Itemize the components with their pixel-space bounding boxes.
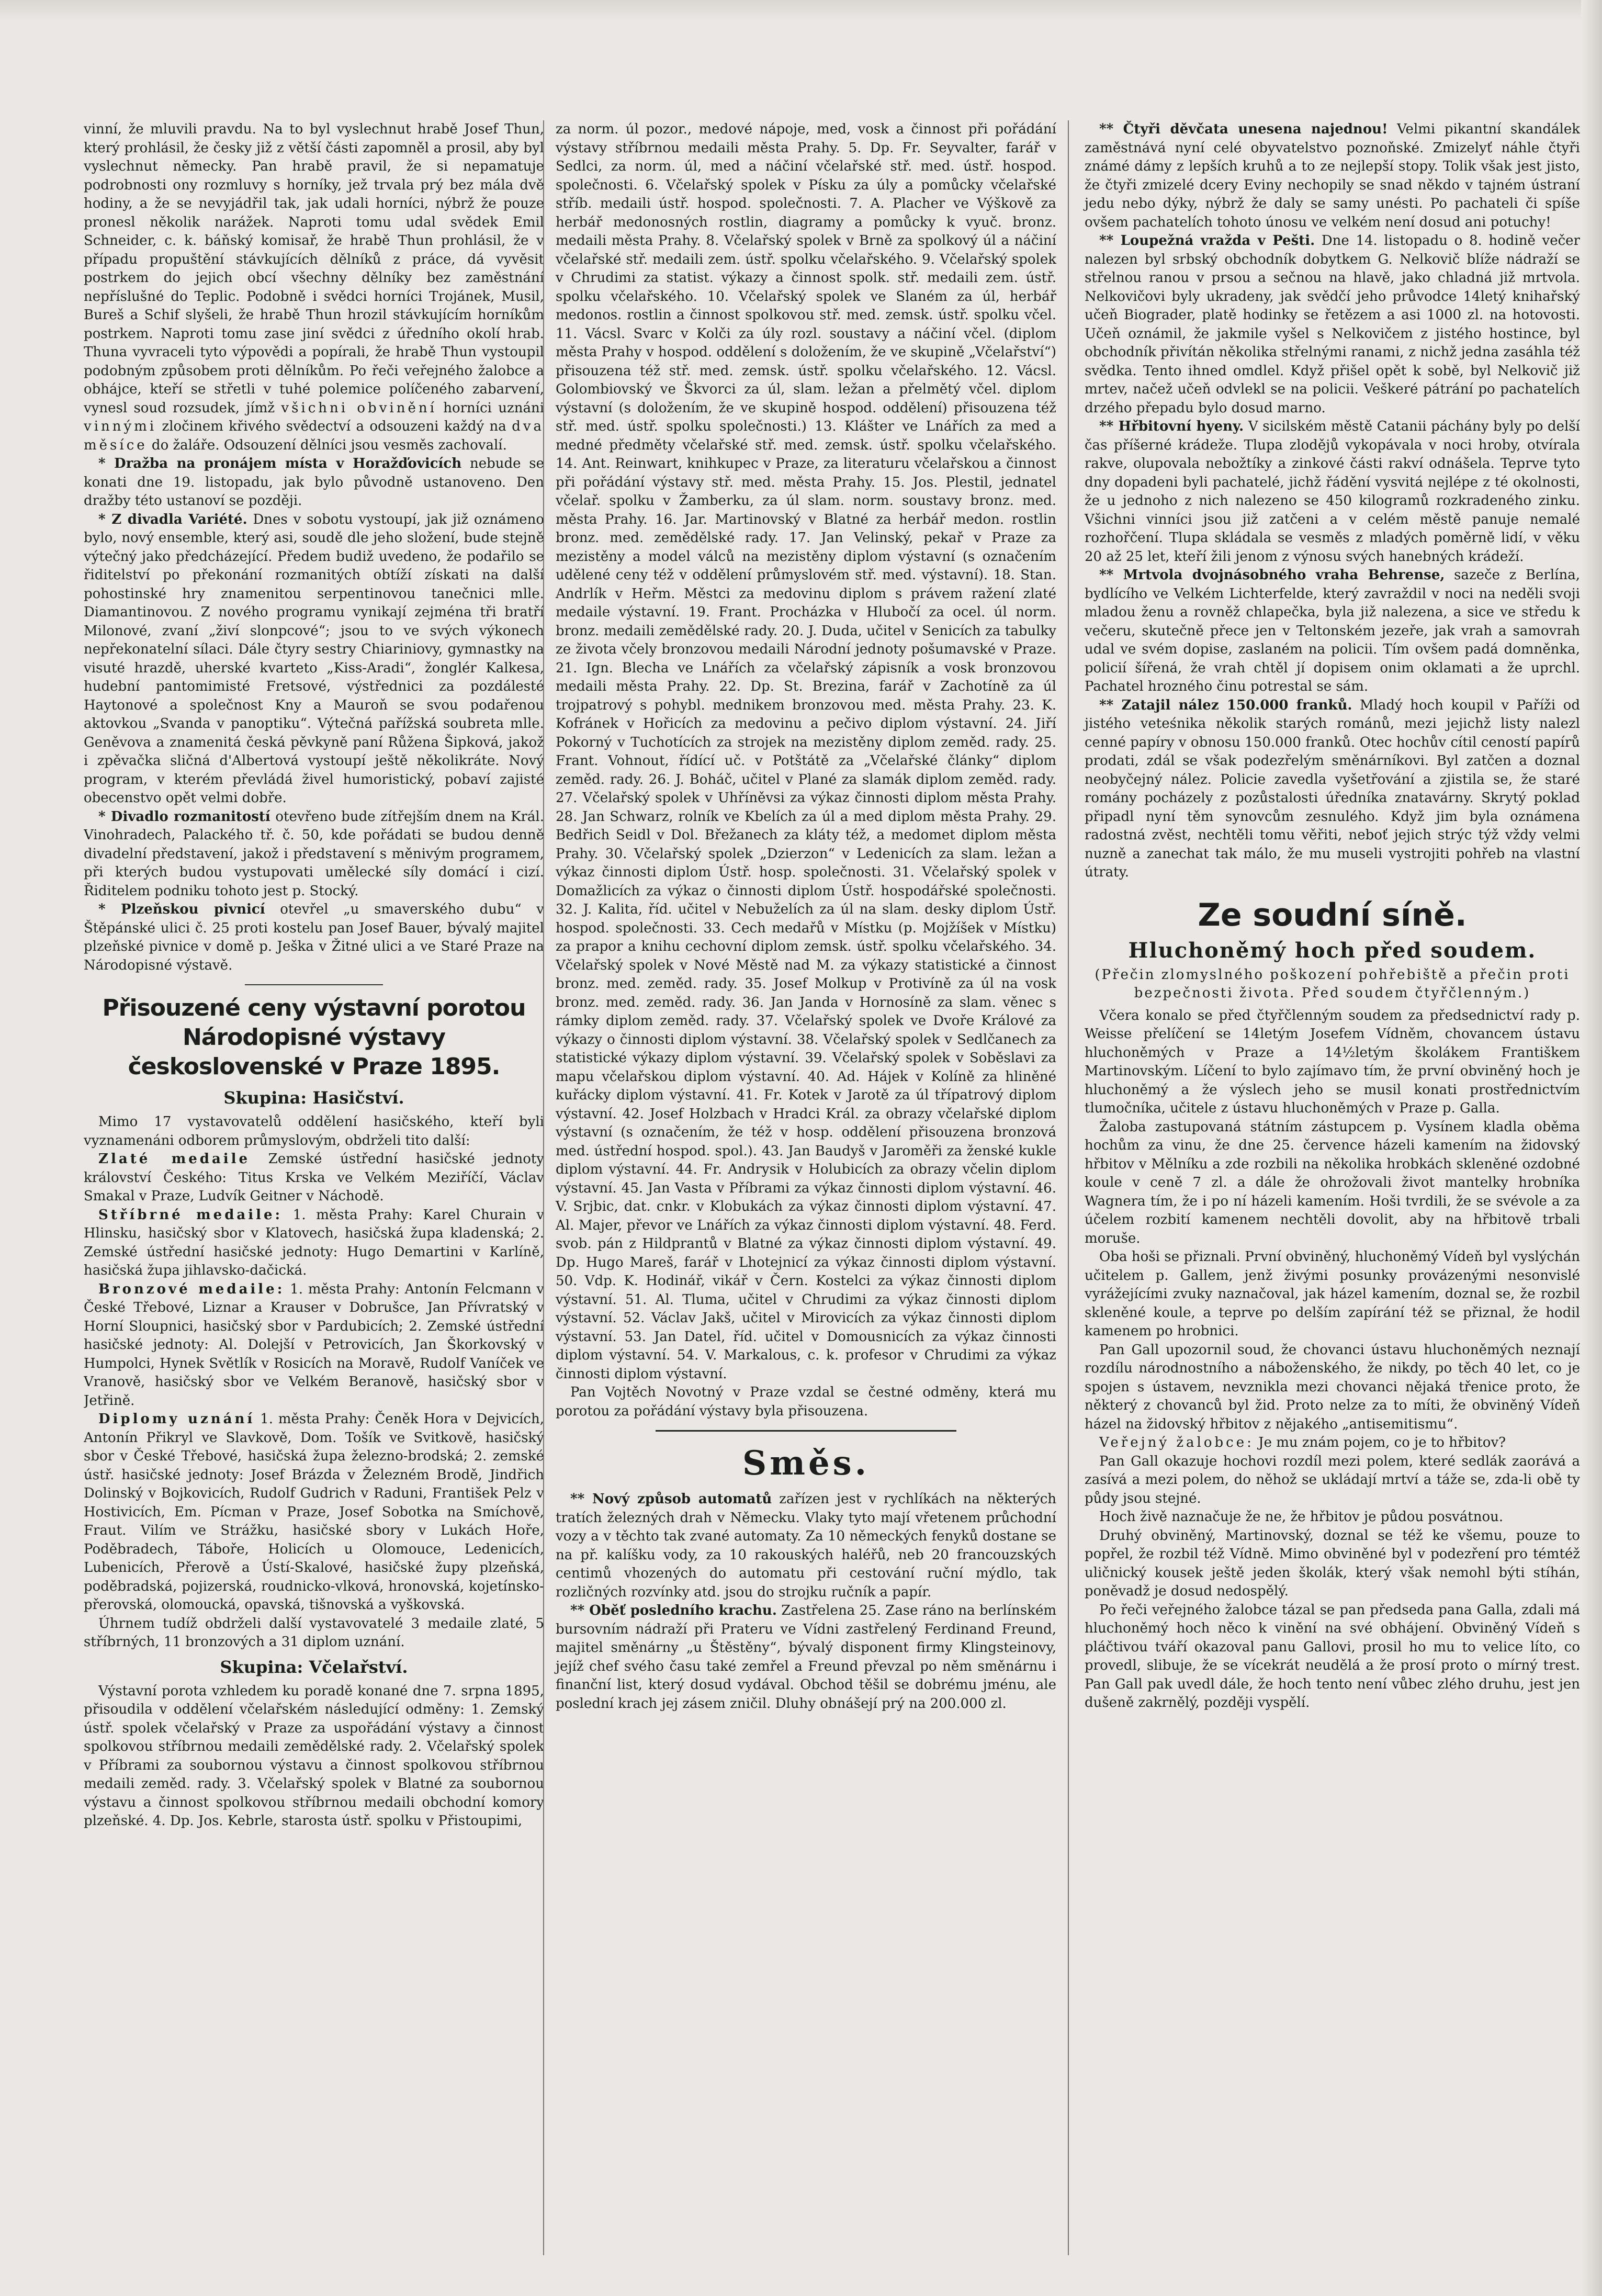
behrens-news: ** Mrtvola dvojnásobného vraha Behrense, sazeče z Berlína, bydlícího ve Velkém Lichterfelde, který zavraždil v noci na neděli svoji mladou ženu a rovněž chlapečka, byla již nalezena, a sice ve středu k večeru, skutečně přece jen v Teltonském jezeře, jak vrah a samovrah udal ve svém dopise, zaslaném na policii. Tím ovšem padá domněnka, policií šířená, že vrah chtěl jí dopisem onim oklamati a že uprchl. Pachatel hrozného činu potrestal se sám. <box>1085 567 1580 694</box>
court-case-heading: Hluchoněmý hoch před soudem. <box>1128 938 1537 963</box>
court-section-heading: Ze soudní síně. <box>1198 896 1467 933</box>
silver-medals: Stříbrné medaile: 1. města Prahy: Karel Churain v Hlinsku, hasičský sbor v Klatovech, hasičská župa kladenská; 2. Zemské ústřední hasičské jednoty: Hugo Demartini v Karlíně, hasičská župa jihlavsko-dačická. <box>84 1207 544 1278</box>
thun-trial-paragraph: vinní, že mluvili pravdu. Na to byl vyslechnut hrabě Josef Thun, který prohlásil, že česky již z větší části zapomněl a prosil, aby byl vyslechnut německy. Pan hrabě pravil, že si nepamatuje podrobnosti ony rozmluvy s horníky, jež trvala prý bez mála dvě hodiny, a že se nevyjádřil tak, jak udali horníci, nýbrž že pouze pronesl několik narážek. Naproti tomu udal svědek Emil Schneider, c. k. báňský komisař, že hrabě Thun prohlásil, že v případu propuštění stávkujících dělníků z práce, dá vyvěsit postrkem do jejich obcí všechny dělníky bez zaměstnání nepříslušné do Teplic. Podobně i svědci horníci Trojánek, Musil, Bureš a Schif slyšeli, že hrabě Thun hrozil stávkujícím horníkům postrkem. Naproti tomu zase jiní svědci z úředního okolí hrab. Thuna vyvraceli tyto výpovědi a popírali, že hrabě Thun vystoupil podobným způsobem proti dělníkům. Po řeči veřejného žalobce a obhájce, kteří se střetli v tuhé polemice políčeného zabarvení, vynesl soud rozsudek, jímž všichni obvinění horníci uznáni vinnými zločinem křivého svědectví a odsouzeni každý na dva měsíce do žaláře. Odsouzení dělníci jsou vesměs zachovalí. <box>84 121 544 453</box>
court-paragraph: Po řeči veřejného žalobce tázal se pan předseda pana Galla, zdali má hluchoněmý hoch něco k vinění na své obhájení. Obviněný Vídeň s pláčtivou tváří okazoval panu Gallovi, prosil ho mu to velice líto, co provedl, slibuje, že se vícekrát neudělá a že prosí proto o mírný trest. Pan Gall pak uvedl dále, že hoch tento není vůbec zlého druhu, jest jen dušeně zakrnělý, později vyspělí. <box>1085 1602 1580 1710</box>
gold-medals: Zlaté medaile Zemské ústřední hasičské jednoty království Českého: Titus Krska ve Velkém Meziříčí, Václav Smakal v Praze, Ludvík Geitner v Náchodě. <box>84 1151 544 1204</box>
graveyard-hyenas-news: ** Hřbitovní hyeny. V sicilském městě Catanii páchány byly po delší čas příšerné krádeže. Tlupa zlodějů vykopávala v noci hroby, otvírala rakve, olupovala nebožtíky a zinkové části rakví odnášela. Teprve tyto dny dopadeni byli pachatelé, jichž řádění vysvitá nejlépe z té okolnosti, že u jednoho z nich nalezeno se 450 kilogramů rozkradeného zinku. Všichni vinníci jsou již zatčeni a v celém městě panuje nemalé rozhořčení. Tlupa skládala se vesměs z mladých poměrně lidí, v věku 20 až 25 let, kteří žili jenom z výnosu svých hanebných krádeží. <box>1085 419 1580 565</box>
court-paragraph: Pan Gall okazuje hochovi rozdíl mezi polem, které sedlák zaorává a zasívá a mezi polem, do něhož se ukládají mrtví a táže se, zda-li obě ty půdy jsou stejné. <box>1085 1453 1580 1506</box>
crash-victim-news: ** Oběť posledního krachu. Zastřelena 25. Zase ráno na berlínském bursovním nádraží při Prateru ve Vídni zastřelený Ferdinand Freund, majitel směnárny „u Štěstěny“, bývalý disponent firmy Klingsteinovy, jejíž chef svého času také zemřel a Freund převzal po něm směnárnu i finanční list, který dosud vydával. Obchod těšil se dobrému jménu, ale poslední krach jej zásem zničil. Dluhy obnášejí prý na 200.000 zl. <box>556 1603 1057 1712</box>
firefighting-summary: Úhrnem tudíž obdrželi další vystavovatelé 3 medaile zlaté, 5 stříbrných, 11 bronzových a 31 diplom uznání. <box>84 1615 544 1650</box>
court-paragraph: Hoch živě naznačuje že ne, že hřbitov je půdou posvátnou. <box>1099 1509 1504 1525</box>
court-paragraph: Veřejný žalobce: Je mu znám pojem, co je to hřbitov? <box>1099 1435 1506 1450</box>
column-right <box>1075 120 1580 2255</box>
group-beekeeping-heading: Skupina: Včelařství. <box>220 1657 408 1677</box>
court-paragraph: Žaloba zastupovaná státním zástupcem p. Vysínem kladla oběma hochům za vinu, že dne 25. července házeli kamením na židovský hřbitov v Mělníku a zde rozbili na několika hrobkách skleněné ozdobné koule v ceně 7 zl. a dále že ohrožovali život mantelky hrobníka Wagnera tím, že i po ní házeli kamením. Hoši tvrdili, že se svévole a za účelem rozbití kamenem nechtěli dovolit, aby na hřbitově trbali moruše. <box>1085 1119 1580 1246</box>
franks-found-news: ** Zatajil nález 150.000 franků. Mladý hoch koupil v Paříži od jistého veteśnika několik starých románů, mezi jejichž listy nalezl cenné papíry v obnosu 150.000 franků. Otec hochův cítil ceností papírů prodati, zdál se však podezřelým směnárníkovi. Byl zatčen a doznal neobyčejný nález. Policie zavedla vyšetřování a zjistila se, že staré romány pocházely z pozůstalosti úředníka znatavárny. Skrytý poklad připadl nyní těm synovcům zesnulého. Když jim byla oznámena radostná zvěst, nechtěli tomu věřiti, neboť jejich strýc týž vždy velmi nuzně a zanechat tak málo, že mu museli vystrojiti pohřeb na vlastní útraty. <box>1085 697 1580 880</box>
court-paragraph: Včera konalo se před čtyřčlenným soudem za předsednictví rady p. Weisse přelíčení se 14letým Josefem Vídněm, chovancem ústavu hluchoněmých v Praze a 14½letým školákem Františkem Martinovským. Líčení to bylo zajímavo tím, že první obviněný hoch je hluchoněmý a že výslech jeho se musil konati prostřednictvím tlumočníka, učitele z ústavu hluchoněmých v Praze p. Galla. <box>1085 1007 1580 1116</box>
variete-news: * Z divadla Variété. Dnes v sobotu vystoupí, jak již oznámeno bylo, nový ensemble, který asi, soudě dle jeho složení, bude stejně výtečný jako předcházející. Předem budiž uvedeno, že podařilo se řiditelství po překonání rozmanitých obtíží získati na další pohostinské hry znamenitou serpentinovou tanečnici mlle. Diamantinovou. Z nového programu vynikají zejména tři bratří Milonové, zvaní „živí slonpcové“; jsou to ve svých výkonech nepřekonatelní sílaci. Dále čtyry sestry Chiariniovy, gymnastky na visuté hrazdě, uherské kvarteto „Kiss-Aradi“, žonglér Kalkesa, hudební pantomimisté Fretsové, výstřednici za pozdálesté Haytonové a společnost Kny a Mauroň se svou podařenou aktovkou „Svanda v panoptiku“. Výtečná pařížská soubreta mlle. Geněvova a znamenitá česká pěvkyně paní Růžena Šipková, jakož i zpěvačka sličná d'Albertová vystoupí ještě několikráte. Nový program, v kterém převládá živel humoristický, pobaví zajisté obecenstvo opět velmi dobře. <box>84 511 544 806</box>
beekeeping-awards-list: za norm. úl pozor., medové nápoje, med, vosk a činnost při pořádání výstavy stříbrnou medaili města Prahy. 5. Dp. Fr. Seyvalter, farář v Sedlci, za norm. úl, med a náčiní včelařské stř. med. ústř. hospod. společnosti. 6. Včelařský spolek v Písku za úly a pomůcky včelařské stříb. medaili ústř. hospod. společnosti. 7. A. Placher ve Výškově za herbář medonosných rostlin, diagramy a pomůcky k vyuč. bronz. medaili města Prahy. 8. Včelařský spolek v Brně za spolkový úl a náčiní včelařské stř. medaili zem. ústř. spolku včelařského. 9. Včelařský spolek v Chrudimi za statist. výkazy a činnost spolk. stř. medaili zem. ústř. spolku včelařského. 10. Včelařský spolek ve Slaném za úl, herbář medonos. rostlin a činnost spolkovou stř. med. zemsk. ústř. spolku včel. 11. Vácsl. Svarc v Kolči za úly rozl. soustavy a náčiní včel. (diplom města Prahy v hospod. oddělení s doložením, že ve skupině „Včelařství“) přisouzena též stř. med. zemsk. ústř. spolku včelařského. 12. Vácsl. Golombiovský ve Škvorci za úl, slam. ležan a přelmětý včel. diplom výstavní (s doložením, že ve skupině hospod. oddělení) přisouzena též stř. med. ústř. spolku společnosti.) 13. Klášter ve Lnářích za med a medné předměty včelařské stř. med. zemsk. ústř. spolku včelařského. 14. Ant. Reinwart, knihkupec v Praze, za literaturu včelařskou a činnost při pořádání výstavy stř. med. města Prahy. 15. Jos. Plestil, jednatel včelař. spolku v Žamberku, za úl slam. norm. soustavy bronz. med. města Prahy. 16. Jar. Martinovský v Blatné za herbář medon. rostlin bronz. med. zemědělské rady. 17. Jan Velinský, pekař v Praze za mezistěny a model válců na mezistěny diplom výstavní (s označením udělené ceny též v oddělení průmyslovém stř. med. výstavní). 18. Stan. Andrlík v Heřm. Městci za medovinu diplom s právem ražení zlaté medaile výstavní. 19. Frant. Procházka v Hlubočí za ocel. úl norm. bronz. medaili zemědělské rady. 20. J. Duda, učitel v Senicích za tabulky ze života včely bronzovou medaili Národní jednoty pošumavské v Praze. 21. Ign. Blecha ve Lnářích za včelařský zápisník a vosk bronzovou medaili města Prahy. 22. Dp. St. Brezina, farář v Zachotíně za úl trojpatrový s pohybl. mednikem bronzovou med. města Prahy. 23. K. Kofránek v Hořicích za medovinu a pečivo diplom výstavní. 24. Jiří Pokorný v Tuchotících za strojek na mezistěny diplom zeměd. rady. 25. Frant. Vohnout, řídící uč. v Potštátě za „Včelařské články“ diplom zeměd. rady. 26. J. Boháč, učitel v Plané za slamák diplom zeměd. rady. 27. Včelařský spolek v Uhříněvsi za výkaz činnosti diplom města Prahy. 28. Jan Schwarz, rolník ve Kbelích za úl a med diplom města Prahy. 29. Bedřich Seidl v Dol. Břežanech za kláty též, a medomet diplom města Prahy. 30. Včelařský spolek „Dzierzon“ v Ledenicích za slam. ležan a výkaz činnosti diplom Ústř. hosp. společnosti. 31. Včelařský spolek v Domažlicích za výkaz o činnosti diplom Ústř. hospodářské společnosti. 32. J. Kalita, říd. učitel v Nebuželích za úl na slam. desky diplom Ústř. hospod. společnosti. 33. Cech medařů v Místku (p. Mojžíšek v Místku) za prapor a knihu cechovní diplom zemsk. ústř. spolku včelařského. 34. Včelařský spolek v Nové Městě nad M. za výkazy statistické a činnost bronz. med. zeměd. rady. 35. Josef Molkup v Protivíně za úl na vosk bronz. med. zeměd. rady. 36. Jan Janda v Hornosíně za slam. věnec s rámky diplom zeměd. rady. 37. Včelařský spolek ve Dvoře Králové za výkazy o činnosti diplom výstavní. 38. Včelařský spolek v Sedlčanech za statistické výkazy diplom výstavní. 39. Včelařský spolek v Soběslavi za mapu včelařskou diplom výstavní. 40. Ad. Hájek v Kolíně za hliněné kuřácky diplom výstavní. 41. Fr. Kotek v Jarotě za úl třípatrový diplom výstavní. 42. Josef Holzbach v Hradci Král. za obrazy včelařské diplom výstavní (s označením, že též v hosp. oddělení přisouzena bronzová med. ústřední hospod. spol.). 43. Jan Baudyš v Jaroměři za ženské kukle diplom výstavní. 44. Fr. Andrysik v Holubicích za obrazy včelin diplom výstavní. 45. Jan Vasta v Příbrami za výkaz činnosti diplom výstavní. 46. V. Srjbic, dat. cnkr. v Klobukách za výkaz činnosti diplom výstavní. 47. Al. Majer, převor ve Lnářích za výkaz činnosti diplom výstavní. 48. Ferd. svob. pán z Hildprantů v Blatné za výkaz činnosti diplom výstavní. 49. Dp. Hugo Mareš, farář v Lhotejnicí za výkaz činnosti diplom výstavní. 50. Vdp. K. Hodinář, vikář v Čern. Kostelci za výkaz činnosti diplom výstavní. 51. Al. Tluma, učitel v Chrudimi za výkaz činnosti diplom výstavní. 52. Václav Jakš, učitel v Mirovicích za výkaz činnosti diplom výstavní. 53. Jan Datel, říd. učitel v Domousnicích za výkaz činnosti diplom výstavní. 54. V. Markalous, c. k. profesor v Chrudimi za výkaz činnosti diplom výstavní. <box>556 121 1056 1382</box>
court-paragraph: Druhý obviněný, Martinovský, doznal se též ke všemu, pouze to popřel, že rozbil též Vídně. Mimo obviněné byl v podezření pro témtéž uličnický kousek ještě jeden školák, který však nemohl býti stíhán, poněvadž je dosud nedospělý. <box>1085 1527 1580 1599</box>
scan-edge-top <box>0 0 1602 21</box>
court-lead-text: (Přečin zlomyslného poškození pohřebiště a přečin proti bezpečnosti života. Před soudem čtyřčlenným.) <box>1095 966 1570 1001</box>
divider <box>245 984 383 985</box>
court-paragraph: Pan Gall upozornil soud, že chovanci ústavu hluchoněmých neznají rozdílu národnostního a náboženského, že nikdy, po těch 40 let, co je spojen s ústavem, nevznikla mezi chovanci nějaká třenice proto, že některý z chovanců byl žid. Proto nelze za to míti, že obviněný Vídeň házel na židovský hřbitov z nějakého „antisemitismu“. <box>1085 1342 1580 1432</box>
group-firefighting-heading: Skupina: Hasičství. <box>223 1088 404 1108</box>
pub-news: * Plzeňskou pivnicí otevřel „u smaverského dubu“ v Štěpánské ulici č. 25 proti kostelu pan Josef Bauer, bývalý majitel plzeňské pivnice v domě p. Ješka v Žitné ulici a ve Staré Praze na Národopisné výstavě. <box>84 902 544 973</box>
auction-news: * Dražba na pronájem místa v Horažďovicích nebude se konati dne 19. listopadu, jak bylo původně ustanoveno. Den dražby této ustanoví se později. <box>84 456 544 509</box>
abduction-news: ** Čtyři děvčata unesena najednou! Velmi pikantní skandálek zaměstnává nyní celé obyvatelstvo poznoňské. Zmizelyť náhle čtyři známé dámy z lepších kruhů a to ze nejlepší stopy. Tolik však jest jisto, že čtyři zmizelé dcery Eviny nechopily se snad někdo v tajném ústraní jedu nebo dýky, nýbrž že daly se samy unésti. Po pachateli či spíše ovšem pachatelích tohoto únosu ve velkém není dosud ani potuchy! <box>1085 121 1580 230</box>
court-case-lead <box>1085 966 1580 1003</box>
exhibition-prizes-heading: Přisouzené ceny výstavní porotou Národopisné výstavy československé v Praze 1895. <box>102 995 526 1080</box>
novotny-note: Pan Vojtěch Novotný v Praze vzdal se čestné odměny, která mu porotou za pořádání výstavy byla přisouzena. <box>556 1385 1056 1419</box>
column-middle <box>543 120 1069 2255</box>
miscellany-heading: Směs. <box>742 1444 870 1483</box>
scan-edge-right <box>1581 0 1602 2296</box>
court-paragraph: Oba hoši se přiznali. První obviněný, hluchoněmý Vídeň byl vyslýchán učitelem p. Gallem, jenž živými posunky provázenými nesonvislé vyrážejícími zvuky naznačoval, jak házel kamením, doznal se, že rozbil skleněné koule, a teprve po delším zapírání též se přiznal, že hodil kamenem po hrobnici. <box>1085 1249 1580 1339</box>
divider <box>656 1430 956 1432</box>
beekeeping-awards-start: Výstavní porota vzhledem ku poradě konané dne 7. srpna 1895, přisoudila v oddělení včelařském následující odměny: 1. Zemský ústř. spolek včelařský v Praze za uspořádání výstavy a činnost spolkovou stříbrnou medaili zemědělské rady. 2. Včelařský spolek v Příbrami za soubornou výstavu a činnost spolkovou stříbrnou medaili zeměd. rady. 3. Včelařský spolek v Blatné za soubornou výstavu a činnost spolkovou stříbrnou medaili obchodní komory plzeňské. 4. Dp. Jos. Kebrle, starosta ústř. spolku v Přistoupimi, <box>84 1683 544 1829</box>
vending-machines-news: ** Nový způsob automatů zařízen jest v rychlíkách na některých tratích železných drah v Německu. Vlaky tyto mají vřetenem průchodní vozy a v těchto tak zvané automaty. Za 10 německých fenyků dostane se na př. kalíšku vody, za 10 rakouských haléřů, neb 20 francouzských centimů vhozených do automatu při cestování ruční mýdlo, tak rozličných rozvínky atd. jsou do strojku ručník a papír. <box>556 1491 1056 1600</box>
murder-pest-news: ** Loupežná vražda v Pešti. Dne 14. listopadu o 8. hodině večer nalezen byl srbský obchodník dobytkem G. Nelkovič blíže nádraží se střelnou ranou v prsou a sečnou na hlavě, jako chladná již mrtvola. Nelkovičovi byly ukradeny, jak svědčí jeho průvodce 14letý knihařský učeň Biograder, platě hodinky se řetězem a asi 1000 zl. na hotovosti. Učeň oznámil, že jakmile vyšel s Nelkovičem z jistého hostince, byl obchodník přivítán několika střelnými ranami, z nichž jedna zasáhla též svědka. Tento ihned omdlel. Když přišel opět k sobě, byl Nelkovič již mrtev, načež učeň odvlekl se na policii. Veškeré pátrání po pachatelích drzého přepadu bylo dosud marno. <box>1085 233 1580 416</box>
theatre-news: * Divadlo rozmanitostí otevřeno bude zítřejším dnem na Král. Vinohradech, Palackého tř. č. 50, kde pořádati se budou denně divadelní představení, jakož i představení s měnivým programem, při kterých budou vystupovati umělecké síly domácí i cizí. Řiditelem podniku tohoto jest p. Stocký. <box>84 808 544 899</box>
column-left <box>84 120 544 2255</box>
newspaper-page <box>84 120 1580 2255</box>
firefighting-intro: Mimo 17 vystavovatelů oddělení hasičského, kteří byli vyznamenáni odborem průmyslovým, obdrželi tito další: <box>84 1114 544 1149</box>
diplomas: Diplomy uznání 1. města Prahy: Čeněk Hora v Dejvicích, Antonín Přikryl ve Slavkově, Dom. Tošík ve Svitkově, hasičský sbor v České Třebové, hasičská župa železno-brodská; 2. zemské ústř. hasičské jednoty: Josef Brázda v Železném Brodě, Jindřich Dolinský v Bojkovicích, Rudolf Gudrich v Raduni, František Pelz v Hostivicích, Em. Pícman v Praze, Josef Sobotka na Smíchově, Fraut. Vilím ve Strážku, hasičské sbory v Lukách Hoře, Poděbradech, Táboře, Holicích u Olomouce, Ledenicích, Lubenicích, Přerově a Ústí-Skalové, hasičské župy plzeňská, poděbradská, pojizerská, roudnicko-vlková, hronovská, kojetínsko-přerovská, olomoucká, opavská, tišnovská a vyškovská. <box>84 1411 544 1613</box>
bronze-medals: Bronzové medaile: 1. města Prahy: Antonín Felcmann v České Třebové, Liznar a Krauser v Dobrušce, Jan Přívratský v Horní Sloupnici, hasičský sbor v Pardubicích; 2. Zemské ústřední hasičské jednoty: Al. Dolejší v Petrovicích, Jan Škorkovský v Humpolci, Hynek Světlík v Rosicích na Moravě, Rudolf Vaníček ve Vranově, hasičský sbor ve Velkém Beranově, hasičský sbor v Jetřině. <box>84 1281 544 1409</box>
